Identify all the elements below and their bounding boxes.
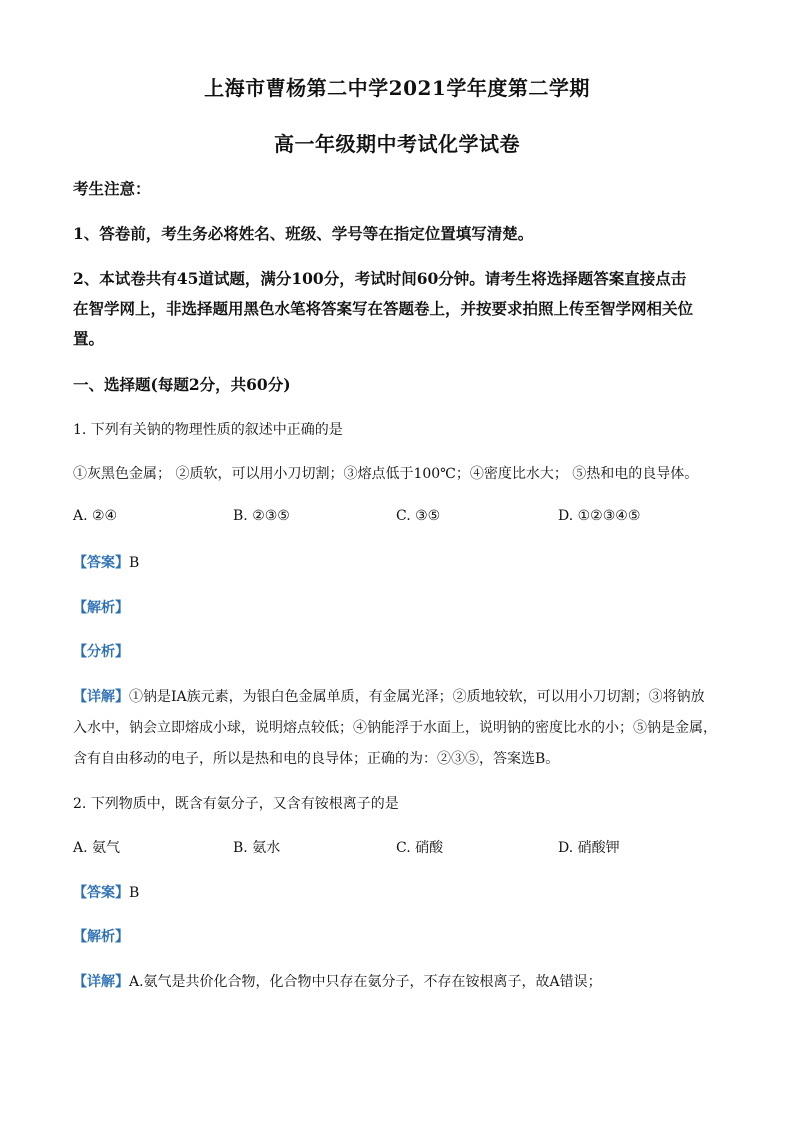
q1-analysis-row	[73, 597, 723, 617]
q2-analysis-tag: 【解析】	[73, 929, 129, 945]
q2-answer-row	[73, 882, 723, 902]
q2-answer-value: B	[129, 885, 140, 901]
notice-item-2-line2: 在智学网上，非选择题用黑色水笔将答案写在答题卷上，并按要求拍照上传至智学网相关位	[73, 299, 694, 318]
q2-answer-tag: 【答案】	[73, 885, 129, 901]
q1-detail-line2: 入水中，钠会立即熔成小球，说明熔点较低；④钠能浮于水面上，说明钠的密度比水的小；⑤钠是金属，	[73, 720, 717, 736]
q2-option-c: C. 硝酸	[396, 840, 444, 856]
notice-item-2-line3: 置。	[73, 329, 105, 348]
q2-stem: 2. 下列物质中，既含有氨分子，又含有铵根离子的是	[73, 796, 399, 812]
q1-detail-line3: 含有自由移动的电子，所以是热和电的良导体；正确的为：②③⑤，答案选B。	[73, 751, 560, 767]
q1-answer-tag: 【答案】	[73, 555, 129, 571]
q2-analysis-row	[73, 926, 723, 946]
q1-option-c: C. ③⑤	[396, 508, 441, 524]
q1-option-d: D. ①②③④⑤	[558, 508, 641, 524]
notice-item-2-line1: 2、本试卷共有45道试题，满分100分，考试时间60分钟。请考生将选择题答案直接点击	[73, 269, 687, 288]
q1-fenxi-tag: 【分析】	[73, 644, 129, 660]
q1-stem: 1. 下列有关钠的物理性质的叙述中正确的是	[73, 422, 343, 438]
q1-option-b: B. ②③⑤	[233, 508, 290, 524]
q1-answer-row	[73, 552, 723, 572]
notice-item-1: 1、答卷前，考生务必将姓名、班级、学号等在指定位置填写清楚。	[73, 224, 534, 243]
q1-detail-line1	[73, 686, 723, 706]
q1-option-a: A. ②④	[73, 508, 118, 524]
q1-statements: ①灰黑色金属； ②质软，可以用小刀切割；③熔点低于100℃；④密度比水大； ⑤热和电的良导体。	[73, 466, 699, 482]
q1-detail-text1: ①钠是ⅠA族元素，为银白色金属单质，有金属光泽；②质地较软，可以用小刀切割；③将钠放	[129, 689, 705, 705]
section-heading: 一、选择题(每题2分，共60分)	[73, 375, 291, 394]
q2-option-b: B. 氨水	[233, 840, 281, 856]
exam-title-line1: 上海市曹杨第二中学2021学年度第二学期	[204, 76, 590, 100]
q2-detail-tag: 【详解】	[73, 974, 129, 990]
q2-option-d: D. 硝酸钾	[558, 840, 620, 856]
q1-answer-value: B	[129, 555, 140, 571]
q1-fenxi-row	[73, 641, 723, 661]
exam-title-line2: 高一年级期中考试化学试卷	[274, 132, 520, 156]
notice-heading: 考生注意：	[73, 179, 151, 198]
q1-analysis-tag: 【解析】	[73, 600, 129, 616]
q2-detail-line1	[73, 971, 723, 991]
q1-detail-tag: 【详解】	[73, 689, 129, 705]
q2-option-a: A. 氨气	[73, 840, 121, 856]
q2-detail-text1: A.氨气是共价化合物，化合物中只存在氨分子，不存在铵根离子，故A错误；	[129, 974, 602, 990]
